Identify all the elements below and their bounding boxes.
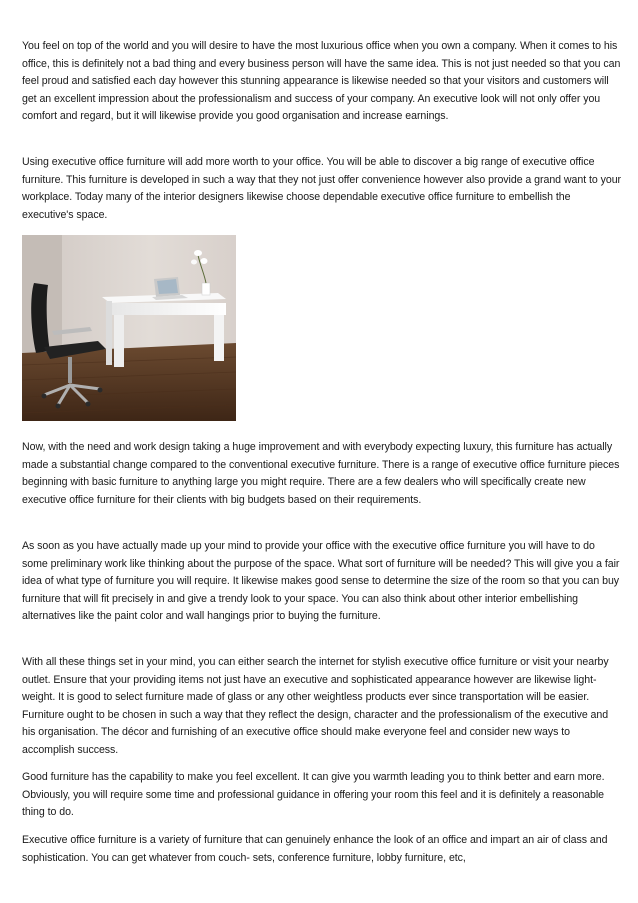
paragraph-7: Executive office furniture is a variety of furniture that can genuinely enhance the look of an office and impart an air of class and sophistication. You can get whatever from couch- sets, conference furniture, lobby furniture, etc, [22, 834, 608, 864]
office-desk-photo [22, 235, 236, 421]
paragraph-4: As soon as you have actually made up your mind to provide your office with the executive office furniture you will have to do some preliminary work like thinking about the purpose of the space. What sort of furniture will be needed? This will give you a fair idea of what type of furniture you will require. It likewise makes good sense to determine the size of the room so that you can buy furniture that will fit precisely in and give a trendy look to your space. You can also think about other interior embellishing alternatives like the paint color and wall hangings prior to buying the furniture. [22, 540, 620, 623]
paragraph-6: Good furniture has the capability to make you feel excellent. It can give you warmth leading you to think better and earn more. Obviously, you will require some time and professional guidance in offering your room this feel and it is definitely a reasonable thing to do. [22, 771, 605, 819]
paragraph-5: With all these things set in your mind, you can either search the internet for stylish executive office furniture or visit your nearby outlet. Ensure that your providing items not just have an executive and sophisticated appearance however are likewise light-weight. It is good to select furniture made of glass or any other weightless products ever since transportation will be easier. Furniture ought to be chosen in such a way that they reflect the design, character and the professionalism of the executive and his organisation. The décor and furnishing of an executive office should make everyone feel and consider new ways to accomplish success. [22, 656, 609, 756]
paragraph-1: You feel on top of the world and you will desire to have the most luxurious office when you own a company. When it comes to his office, this is definitely not a bad thing and every business person will have the same idea. This is not just needed so that you can feel proud and satisfied each day however this stunning appearance is likewise needed so that your visitors and customers will get an excellent impression about the professionalism and success of your company. An executive look will not only offer you comfort and regard, but it will likewise provide you good organisation and increase earnings. [22, 40, 621, 123]
paragraph-2: Using executive office furniture will add more worth to your office. You will be able to discover a big range of executive office furniture. This furniture is developed in such a way that they not just offer convenience however also provide a grand want to your workplace. Today many of the interior designers likewise choose dependable executive office furniture to embellish the executive's space. [22, 156, 622, 221]
paragraph-3: Now, with the need and work design taking a huge improvement and with everybody expecting luxury, this furniture has actually made a substantial change compared to the conventional executive furniture. There is a range of executive office furniture pieces beginning with basic furniture to anything large you might require. There are a few dealers who will specifically create new executive office furniture for their clients with big budgets based on their requirements. [22, 441, 620, 506]
